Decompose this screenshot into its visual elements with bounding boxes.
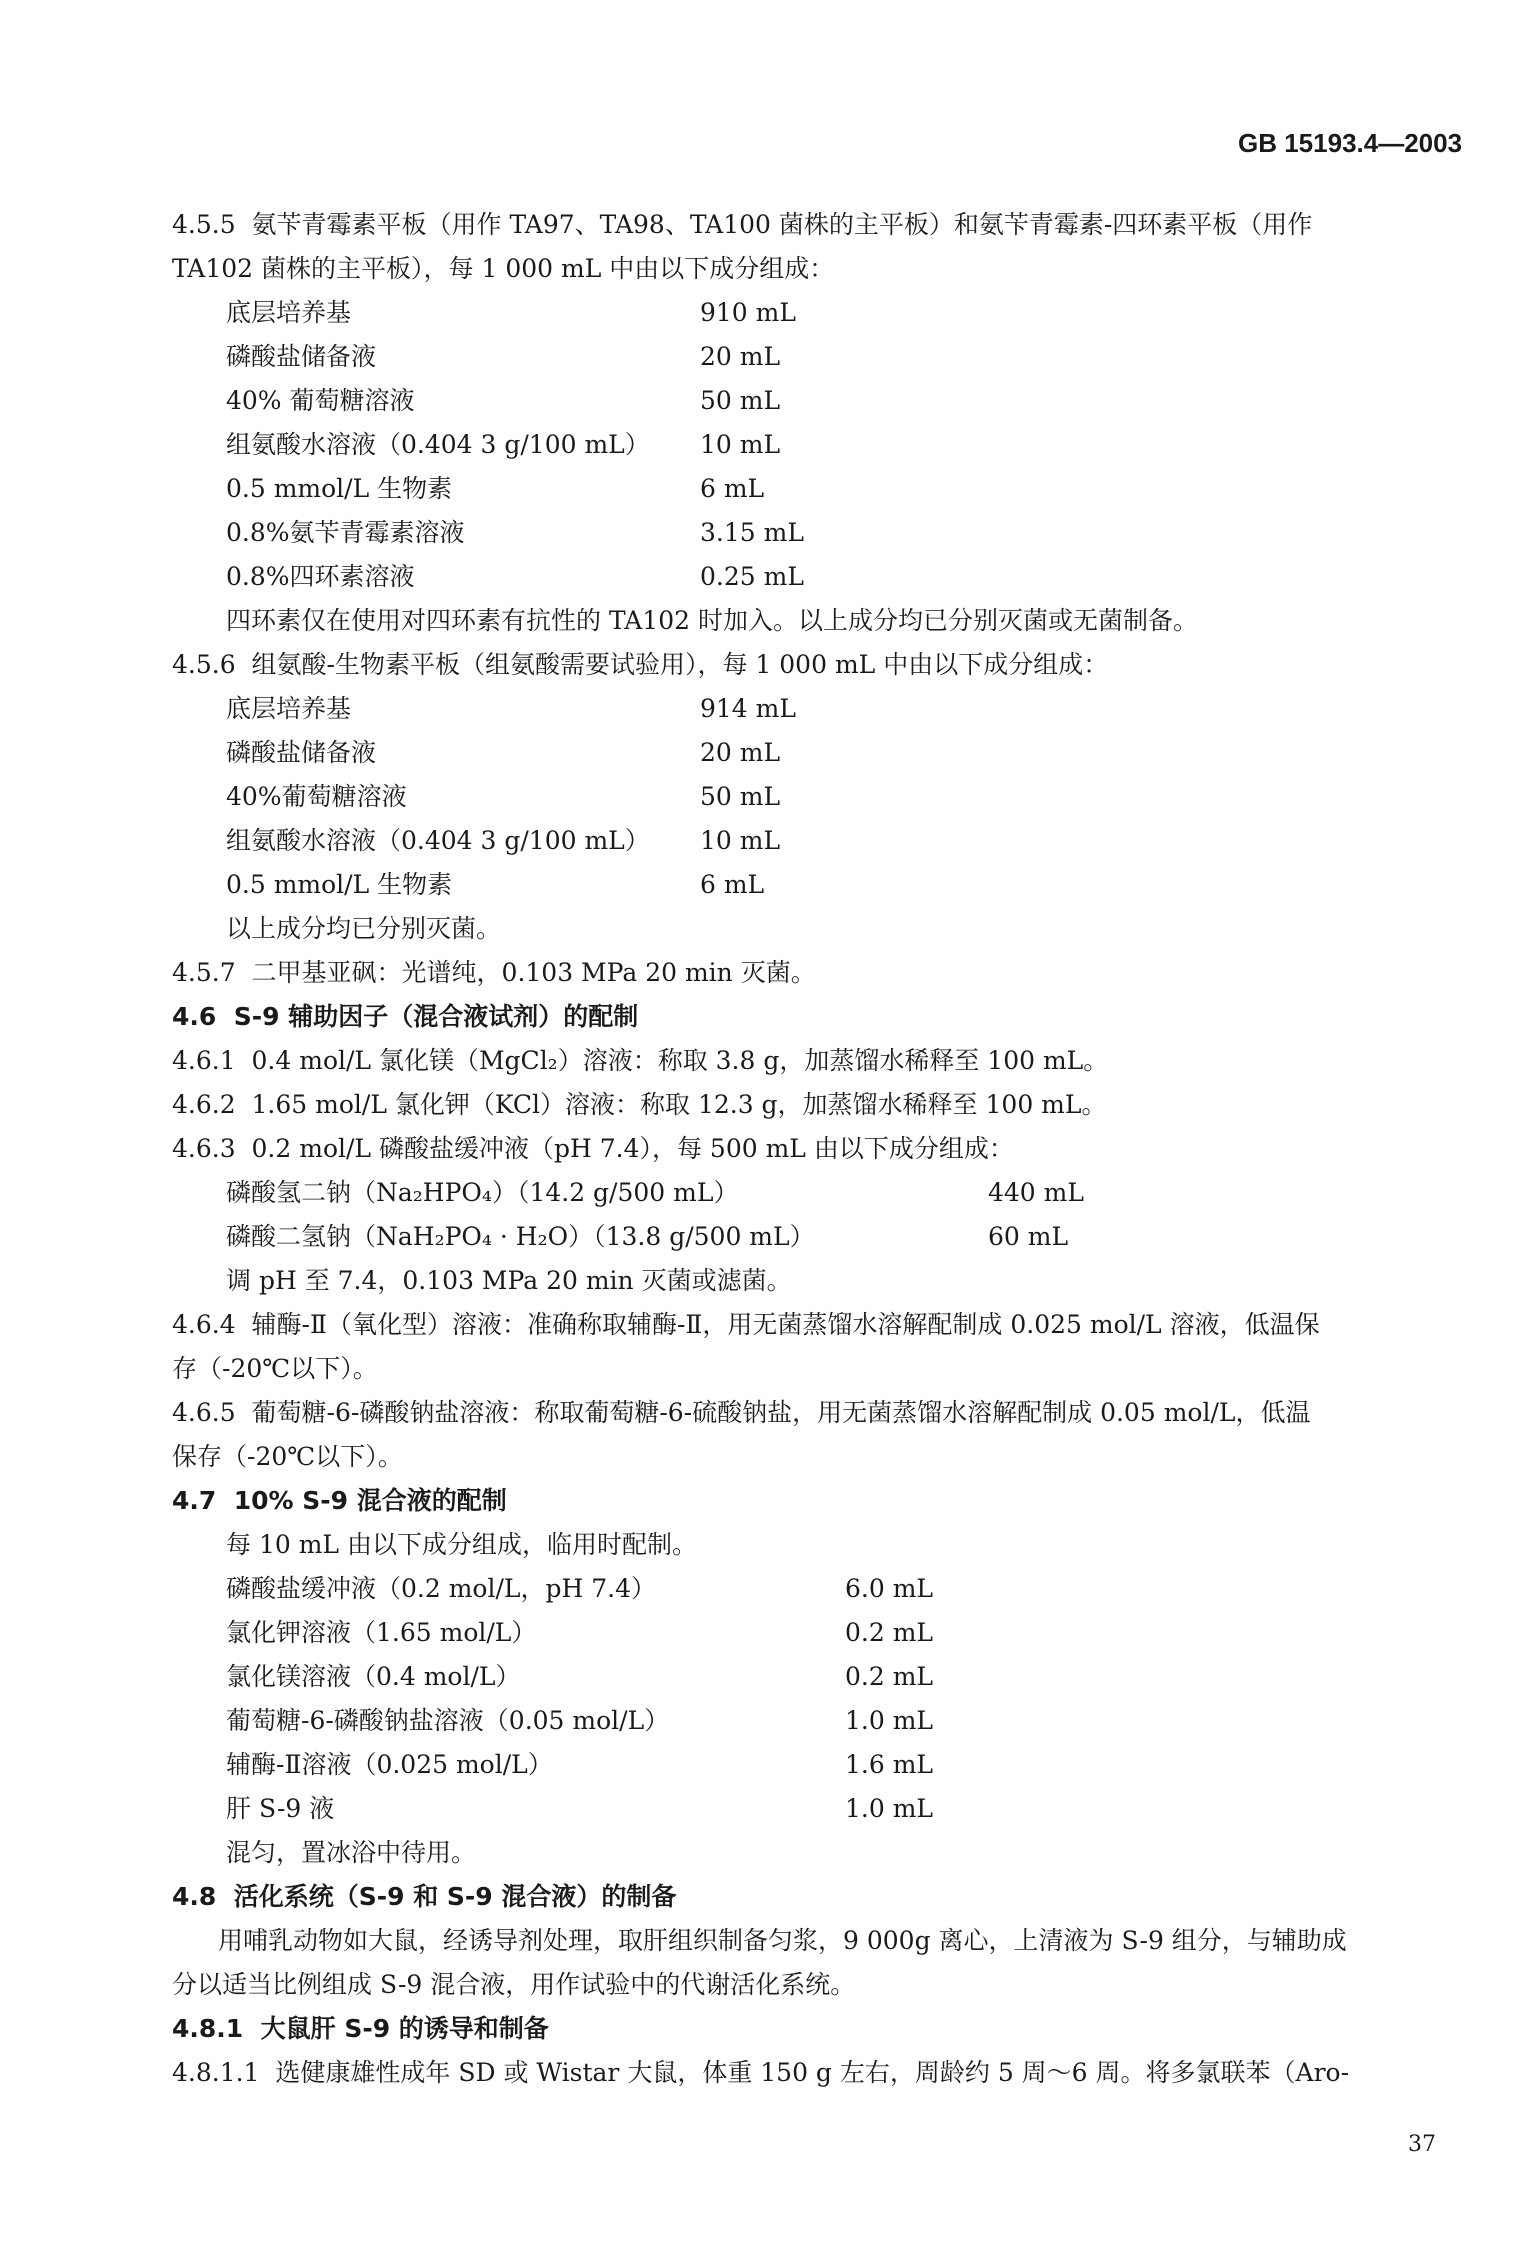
section-heading-4-7 [172,1486,507,1516]
clause-note: 混匀，置冰浴中待用。 [226,1838,477,1867]
clause-number: 4.6.4 [172,1310,236,1339]
list-item-amount: 10 mL [700,826,781,855]
clause-text: 二甲基亚砜：光谱纯，0.103 MPa 20 min 灭菌。 [251,958,816,987]
list-item-name: 肝 S-9 液 [226,1794,335,1823]
section-intro: 每 10 mL 由以下成分组成，临用时配制。 [226,1530,697,1559]
list-item-name: 氯化镁溶液（0.4 mol/L） [226,1662,521,1691]
section-number: 4.7 [172,1486,217,1515]
list-item-name: 底层培养基 [226,694,352,723]
clause-number: 4.8.1.1 [172,2058,260,2087]
list-item-amount: 0.2 mL [845,1618,934,1647]
section-number: 4.6 [172,1002,217,1031]
list-item-amount: 6 mL [700,870,765,899]
clause-text: 1.65 mol/L 氯化钾（KCl）溶液：称取 12.3 g，加蒸馏水稀释至 100 mL。 [251,1090,1107,1119]
paragraph-line-2: 分以适当比例组成 S-9 混合液，用作试验中的代谢活化系统。 [172,1970,856,1999]
list-item-amount: 0.2 mL [845,1662,934,1691]
clause-number: 4.6.1 [172,1046,236,1075]
clause-note: 以上成分均已分别灭菌。 [226,914,502,943]
clause-4-6-1 [172,1046,1108,1076]
list-item-name: 0.8%氨苄青霉素溶液 [226,518,465,547]
list-item-name: 40%葡萄糖溶液 [226,782,407,811]
clause-note: 调 pH 至 7.4，0.103 MPa 20 min 灭菌或滤菌。 [226,1266,792,1295]
list-item-name: 0.5 mmol/L 生物素 [226,870,453,899]
clause-4-6-5-line-2: 保存（-20℃以下）。 [172,1442,403,1471]
list-item-name: 0.5 mmol/L 生物素 [226,474,453,503]
paragraph-line-1: 用哺乳动物如大鼠，经诱导剂处理，取肝组织制备匀浆，9 000g 离心，上清液为 S-9 组分，与辅助成 [218,1926,1347,1955]
section-number: 4.8.1 [172,2014,244,2043]
clause-4-5-5-line-1 [172,210,1312,240]
clause-4-6-4-line-1 [172,1310,1320,1340]
section-title: S-9 辅助因子（混合液试剂）的配制 [233,1002,639,1031]
clause-number: 4.5.7 [172,958,236,987]
clause-4-8-1-1 [172,2058,1349,2088]
list-item-amount: 440 mL [988,1178,1084,1207]
clause-number: 4.6.2 [172,1090,236,1119]
clause-4-6-4-line-2: 存（-20℃以下）。 [172,1354,378,1383]
clause-number: 4.6.3 [172,1134,236,1163]
list-item-amount: 1.0 mL [845,1706,934,1735]
list-item-name: 磷酸盐缓冲液（0.2 mol/L，pH 7.4） [226,1574,656,1603]
section-heading-4-8 [172,1882,676,1912]
clause-text: 选健康雄性成年 SD 或 Wistar 大鼠，体重 150 g 左右，周龄约 5 周～6 周。将多氯联苯（Aro- [275,2058,1350,2087]
clause-note: 四环素仅在使用对四环素有抗性的 TA102 时加入。以上成分均已分别灭菌或无菌制备。 [226,606,1198,635]
section-title: 大鼠肝 S-9 的诱导和制备 [260,2014,549,2043]
list-item-name: 40% 葡萄糖溶液 [226,386,415,415]
page-number: 37 [1408,2132,1436,2157]
list-item-amount: 1.6 mL [845,1750,934,1779]
clause-text: 葡萄糖-6-磷酸钠盐溶液：称取葡萄糖-6-硫酸钠盐，用无菌蒸馏水溶解配制成 0.05 mol/L，低温 [251,1398,1311,1427]
list-item-name: 组氨酸水溶液（0.404 3 g/100 mL） [226,430,650,459]
clause-4-6-2 [172,1090,1106,1120]
list-item-amount: 20 mL [700,342,781,371]
section-heading-4-8-1 [172,2014,549,2044]
clause-4-5-5-line-2: TA102 菌株的主平板），每 1 000 mL 中由以下成分组成： [172,254,835,283]
section-title: 10% S-9 混合液的配制 [233,1486,507,1515]
list-item-amount: 6 mL [700,474,765,503]
clause-number: 4.6.5 [172,1398,236,1427]
list-item-amount: 20 mL [700,738,781,767]
list-item-name: 底层培养基 [226,298,352,327]
standard-number: GB 15193.4—2003 [1238,128,1463,158]
clause-text: 辅酶-Ⅱ（氧化型）溶液：准确称取辅酶-Ⅱ，用无菌蒸馏水溶解配制成 0.025 mol/L 溶液，低温保 [251,1310,1320,1339]
clause-text: 0.2 mol/L 磷酸盐缓冲液（pH 7.4），每 500 mL 由以下成分组成： [251,1134,1014,1163]
list-item-name: 氯化钾溶液（1.65 mol/L） [226,1618,537,1647]
clause-text: 0.4 mol/L 氯化镁（MgCl₂）溶液：称取 3.8 g，加蒸馏水稀释至 100 mL。 [251,1046,1109,1075]
list-item-name: 辅酶-Ⅱ溶液（0.025 mol/L） [226,1750,553,1779]
list-item-amount: 3.15 mL [700,518,804,547]
clause-text: 组氨酸-生物素平板（组氨酸需要试验用），每 1 000 mL 中由以下成分组成： [251,650,1109,679]
section-number: 4.8 [172,1882,217,1911]
list-item-name: 磷酸盐储备液 [226,342,377,371]
list-item-name: 磷酸二氢钠（NaH₂PO₄ · H₂O）（13.8 g/500 mL） [226,1222,815,1251]
list-item-amount: 0.25 mL [700,562,804,591]
list-item-amount: 6.0 mL [845,1574,934,1603]
section-title: 活化系统（S-9 和 S-9 混合液）的制备 [233,1882,677,1911]
list-item-name: 组氨酸水溶液（0.404 3 g/100 mL） [226,826,650,855]
list-item-name: 葡萄糖-6-磷酸钠盐溶液（0.05 mol/L） [226,1706,670,1735]
list-item-amount: 910 mL [700,298,796,327]
list-item-name: 磷酸盐储备液 [226,738,377,767]
clause-number: 4.5.5 [172,210,236,239]
list-item-amount: 10 mL [700,430,781,459]
list-item-amount: 50 mL [700,386,781,415]
list-item-amount: 60 mL [988,1222,1069,1251]
list-item-name: 磷酸氢二钠（Na₂HPO₄）（14.2 g/500 mL） [226,1178,739,1207]
list-item-name: 0.8%四环素溶液 [226,562,415,591]
clause-text: 氨苄青霉素平板（用作 TA97、TA98、TA100 菌株的主平板）和氨苄青霉素-四环素平板（用作 [251,210,1313,239]
clause-4-5-7 [172,958,816,988]
clause-4-6-3 [172,1134,1014,1164]
list-item-amount: 914 mL [700,694,796,723]
clause-number: 4.5.6 [172,650,236,679]
clause-4-6-5-line-1 [172,1398,1310,1428]
list-item-amount: 1.0 mL [845,1794,934,1823]
list-item-amount: 50 mL [700,782,781,811]
section-heading-4-6 [172,1002,638,1032]
clause-4-5-6 [172,650,1108,680]
